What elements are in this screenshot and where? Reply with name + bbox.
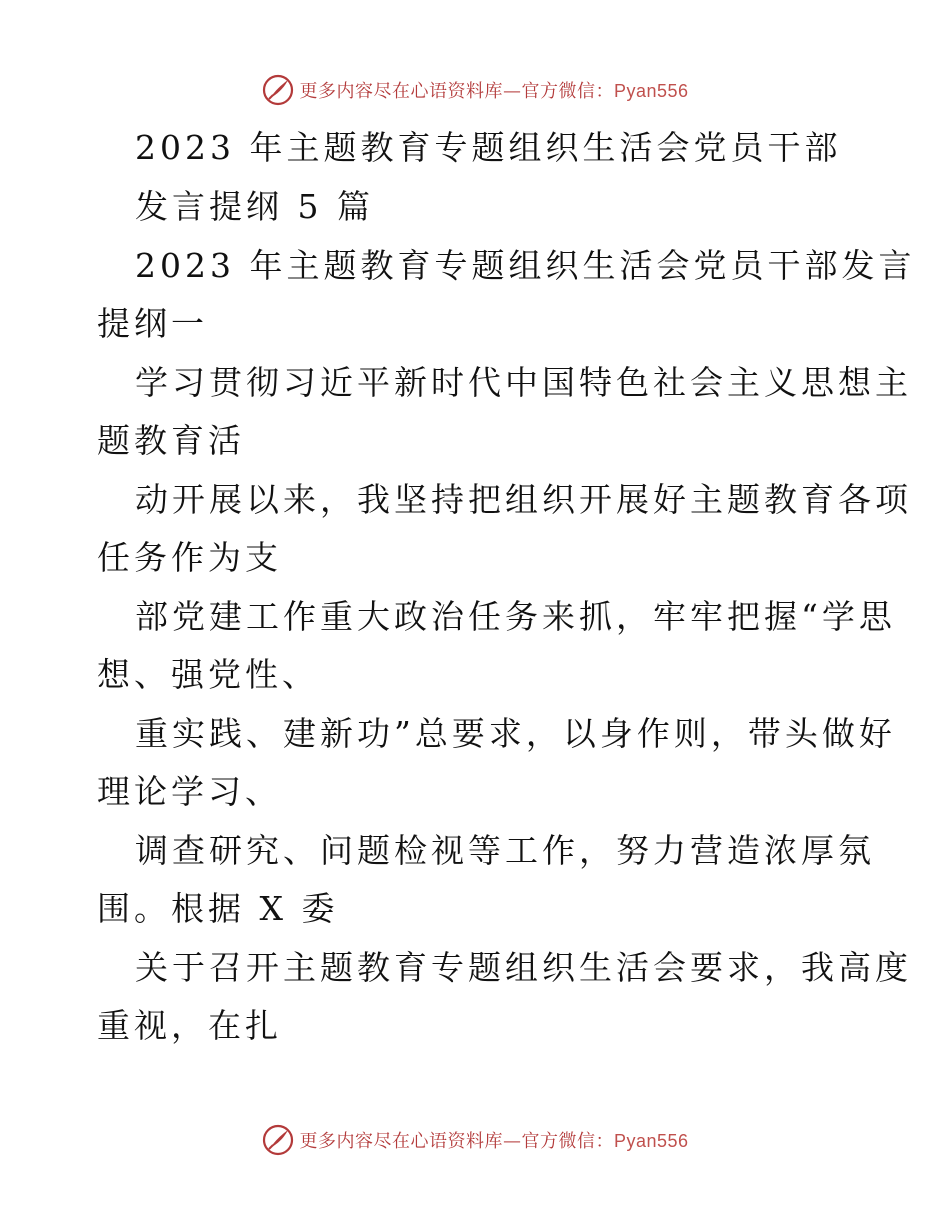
- paragraph-line: 题教育活: [97, 421, 245, 460]
- title-line-1: 2023 年主题教育专题组织生活会党员干部: [135, 128, 842, 167]
- subtitle-line-1: 2023 年主题教育专题组织生活会党员干部发言: [135, 246, 916, 285]
- subtitle-line-2: 提纲一: [97, 304, 208, 343]
- watermark-main: 更多内容尽在心语资料库: [299, 81, 503, 102]
- quill-pen-circle-icon: [261, 73, 295, 107]
- watermark-wechat-label: 官方微信：: [521, 1131, 614, 1152]
- paragraph-line: 学习贯彻习近平新时代中国特色社会主义思想主: [135, 363, 912, 402]
- paragraph-line: 动开展以来，我坚持把组织开展好主题教育各项: [135, 480, 912, 519]
- paragraph-line: 关于召开主题教育专题组织生活会要求，我高度: [135, 948, 912, 987]
- title-line-2: 发言提纲 5 篇: [135, 187, 374, 226]
- paragraph-line: 重视，在扎: [97, 1006, 282, 1045]
- watermark-wechat-id: Pyan556: [613, 81, 689, 101]
- watermark-separator: —: [502, 81, 522, 102]
- watermark-separator: —: [502, 1131, 522, 1152]
- watermark-text: [299, 77, 688, 103]
- quill-pen-circle-icon: [261, 1123, 295, 1157]
- watermark-text: [299, 1127, 688, 1153]
- watermark-wechat-label: 官方微信：: [521, 81, 614, 102]
- paragraph-line: 想、强党性、: [97, 655, 319, 694]
- paragraph-line: 重实践、建新功”总要求，以身作则，带头做好: [135, 714, 896, 753]
- paragraph-line: 围。根据 X 委: [97, 889, 339, 928]
- footer-watermark: [0, 1123, 950, 1157]
- watermark-main: 更多内容尽在心语资料库: [299, 1131, 503, 1152]
- paragraph-line: 理论学习、: [97, 772, 282, 811]
- header-watermark: [0, 73, 950, 107]
- paragraph-line: 部党建工作重大政治任务来抓，牢牢把握“学思: [135, 597, 896, 636]
- paragraph-line: 任务作为支: [97, 538, 282, 577]
- watermark-wechat-id: Pyan556: [613, 1131, 689, 1151]
- paragraph-line: 调查研究、问题检视等工作，努力营造浓厚氛: [135, 831, 875, 870]
